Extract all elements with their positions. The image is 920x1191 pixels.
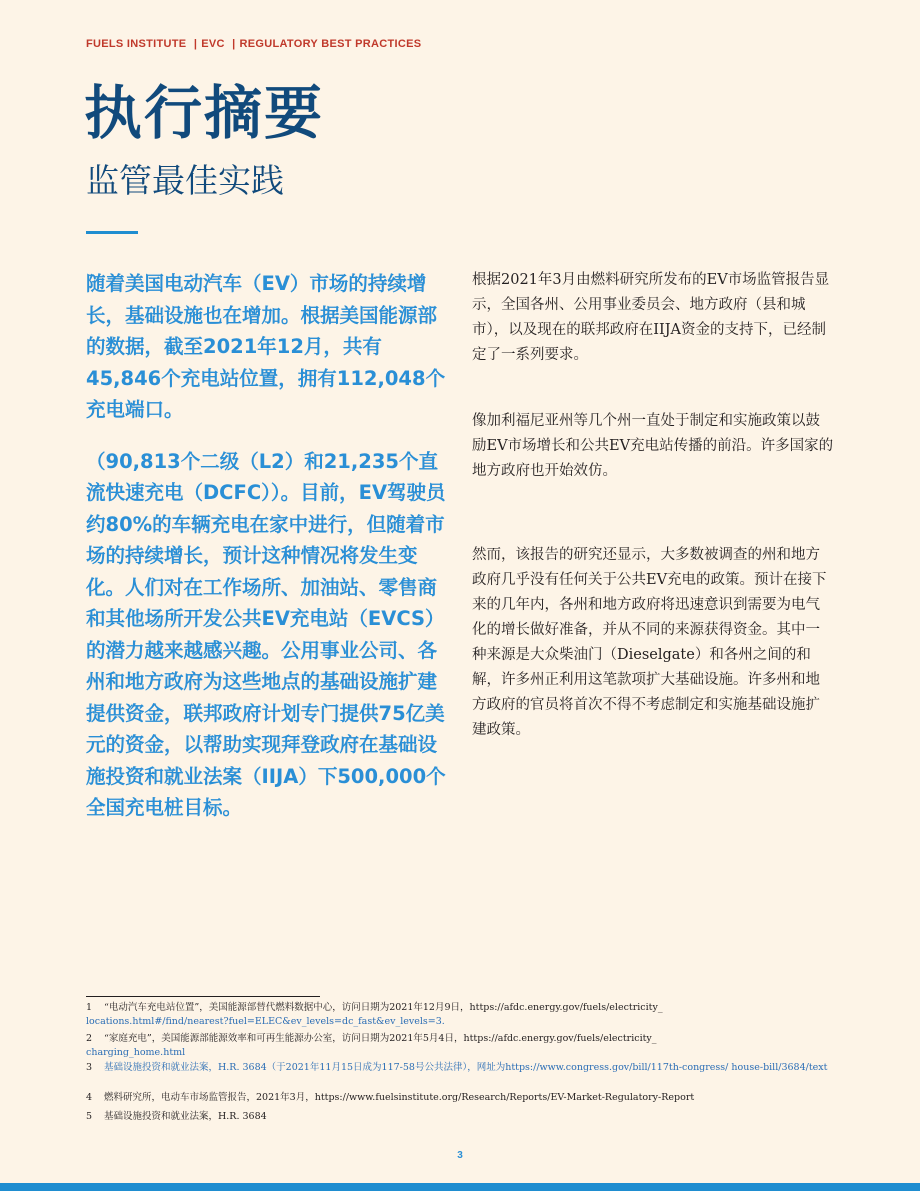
footnote-text: “电动汽车充电站位置”，美国能源部替代燃料数据中心，访问日期为2021年12月9日，https://afdc.energy.gov/fuels/electricity_ — [104, 1002, 663, 1013]
page-number: 3 — [457, 1150, 463, 1161]
footer-bar — [0, 1183, 920, 1191]
footnote-3 — [86, 1061, 846, 1075]
header-separator: | — [193, 38, 198, 50]
highlight-column — [86, 268, 446, 844]
footnote-number: 5 — [86, 1111, 93, 1122]
footnote-number: 1 — [86, 1002, 93, 1013]
footnote-link[interactable]: charging_home.html — [86, 1046, 186, 1058]
footnote-text: 燃料研究所，电动车市场监管报告，2021年3月，https://www.fuelsinstitute.org/Research/Reports/EV-Market-Regulatory-Report — [104, 1092, 695, 1103]
footnote-number: 3 — [86, 1062, 93, 1073]
page-subtitle: 监管最佳实践 — [86, 161, 284, 200]
header-separator: | — [232, 38, 236, 50]
body-paragraph-1: 根据2021年3月由燃料研究所发布的EV市场监管报告显示，全国各州、公用事业委员会、地方政府（县和城市），以及现在的联邦政府在IIJA资金的支持下，已经制定了一系列要求。 — [472, 272, 830, 363]
footnote-text: 基础设施投资和就业法案，H.R. 3684 — [104, 1111, 267, 1122]
page-title: 执行摘要 — [84, 79, 325, 147]
title-divider — [86, 231, 138, 234]
footnote-1 — [86, 1001, 846, 1028]
highlight-paragraph-1: 随着美国电动汽车（EV）市场的持续增长，基础设施也在增加。根据美国能源部的数据，截至2021年12月，共有45,846个充电站位置，拥有112,048个充电端口。 — [86, 272, 446, 421]
footnote-link[interactable]: 基础设施投资和就业法案，H.R. 3684（于2021年11月15日成为117-58号公共法律），网址为https://www.congress.gov/bill/117th-congress/ house-bill/3684/text — [104, 1062, 828, 1073]
footnote-number: 4 — [86, 1092, 93, 1103]
footnote-5 — [86, 1110, 846, 1124]
header-org: FUELS INSTITUTE — [86, 38, 187, 50]
body-paragraph-2: 像加利福尼亚州等几个州一直处于制定和实施政策以鼓励EV市场增长和公共EV充电站传播的前沿。许多国家的地方政府也开始效仿。 — [472, 413, 834, 479]
footnote-divider — [86, 996, 320, 997]
footnote-text: “家庭充电”，美国能源部能源效率和可再生能源办公室，访问日期为2021年5月4日，https://afdc.energy.gov/fuels/electricity_ — [104, 1033, 657, 1044]
footnote-2 — [86, 1032, 846, 1059]
header-section: REGULATORY BEST PRACTICES — [239, 38, 422, 50]
body-paragraph-3: 然而，该报告的研究还显示，大多数被调查的州和地方政府几乎没有任何关于公共EV充电的政策。预计在接下来的几年内，各州和地方政府将迅速意识到需要为电气化的增长做好准备，并从不同的来源获得资金。其中一种来源是大众柴油门（Dieselgate）和各州之间的和解，许多州正利用这笔款项扩大基础设施。许多州和地方政府的官员将首次不得不考虑制定和实施基础设施扩建政策。 — [472, 547, 827, 738]
header-program: EVC — [201, 38, 225, 50]
footnote-4 — [86, 1091, 846, 1105]
running-header — [86, 38, 421, 50]
footnote-number: 2 — [86, 1033, 93, 1044]
highlight-paragraph-2: （90,813个二级（L2）和21,235个直流快速充电（DCFC））。目前，EV驾驶员约80%的车辆充电在家中进行，但随着市场的持续增长，预计这种情况将发生变化。人们对在工作场所、加油站、零售商和其他场所开发公共EV充电站（EVCS）的潜力越来越感兴趣。公用事业公司、各州和地方政府为这些地点的基础设施扩建提供资金，联邦政府计划专门提供75亿美元的资金，以帮助实现拜登政府在基础设施投资和就业法案（IIJA）下500,000个全国充电桩目标。 — [86, 449, 446, 819]
footnote-link[interactable]: locations.html#/find/nearest?fuel=ELEC&ev_levels=dc_fast&ev_levels=3. — [86, 1015, 445, 1027]
